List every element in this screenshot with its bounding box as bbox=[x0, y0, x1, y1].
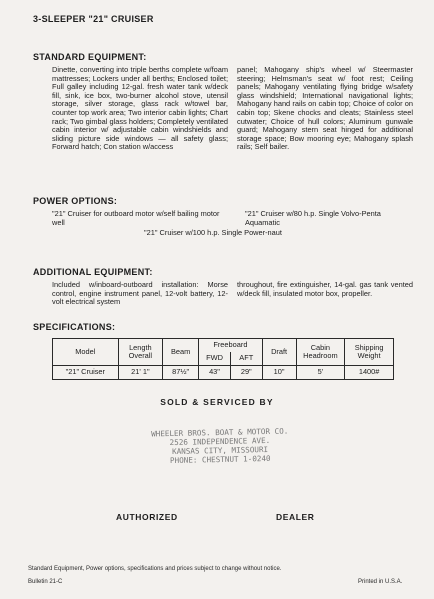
power-option-outboard: "21" Cruiser for outboard motor w/self bailing motor well bbox=[52, 209, 220, 227]
footer-bulletin: Bulletin 21-C bbox=[28, 579, 63, 585]
additional-equipment-text-left: Included w/inboard-outboard installation: Morse control, engine instrument panel, 12-volt battery, 12-volt electrical system bbox=[52, 280, 228, 307]
spec-header-model: Model bbox=[53, 339, 119, 366]
additional-equipment-text-right: throughout, fire extinguisher, 14-gal. gas tank vented w/deck fill, insulated motor box, propeller. bbox=[237, 280, 413, 298]
authorized-label: AUTHORIZED bbox=[116, 512, 178, 522]
dealer-stamp bbox=[140, 426, 301, 465]
stamp-line-address: 2526 INDEPENDENCE AVE. bbox=[169, 435, 271, 448]
spec-cell-length: 21' 1" bbox=[118, 365, 162, 379]
spec-cell-aft: 29" bbox=[230, 365, 262, 379]
spec-header-length: Length Overall bbox=[118, 339, 162, 366]
standard-equipment-text-right: panel; Mahogany ship's wheel w/ Steermaster steering; Helmsman's seat w/ foot rest; Ceiling panels; Mahogany ventilating flying bridge w/safety glass windshield; International navigational lights; Mahogany hand rails on cabin top; Choice of color on cabin top; Skene chocks and cleats; Stainless steel cutwater; Choice of hull colors; Aluminum gunwale guard; Mahogany stern seat hinged for additional storage space; Bow mooring eye; Mahogany splash rails; Self bailer. bbox=[237, 65, 413, 152]
spec-header-row bbox=[53, 339, 394, 352]
spec-cell-draft: 10" bbox=[262, 365, 296, 379]
standard-equipment-heading: STANDARD EQUIPMENT: bbox=[33, 52, 147, 62]
spec-header-freeboard: Freeboard bbox=[199, 339, 263, 352]
footer-printed: Printed in U.S.A. bbox=[358, 579, 403, 585]
power-option-volvo: "21" Cruiser w/80 h.p. Single Volvo-Penta Aquamatic bbox=[245, 209, 381, 227]
stamp-line-company: WHEELER BROS. BOAT & MOTOR CO. bbox=[151, 426, 289, 439]
standard-equipment-text-left: Dinette, converting into triple berths complete w/foam mattresses; Lockers under all berths; Enclosed toilet; Full galley including 12-gal. fresh water tank w/deck fill, sink, ice box, two-burner alcohol stove, utensil storage, silver storage, glass rack w/towel bar, counter top work area; Two interior cabin lights; Chart rack; Two gimbal glass holders; Completely ventilated cabin interior w/ adjustable cabin windshields and sliding picture side windows — all safety glass; Forward hatch; Con station w/access bbox=[52, 65, 228, 152]
dealer-label: DEALER bbox=[276, 512, 315, 522]
spec-header-draft: Draft bbox=[262, 339, 296, 366]
page-title: 3-SLEEPER "21" CRUISER bbox=[33, 14, 154, 24]
spec-cell-model: "21" Cruiser bbox=[53, 365, 119, 379]
spec-cell-fwd: 43" bbox=[199, 365, 231, 379]
stamp-line-phone: PHONE: CHESTNUT 1-0240 bbox=[169, 453, 271, 466]
specifications-heading: SPECIFICATIONS: bbox=[33, 322, 116, 332]
additional-equipment-heading: ADDITIONAL EQUIPMENT: bbox=[33, 267, 153, 277]
spec-cell-shipping-weight: 1400# bbox=[345, 365, 394, 379]
footer-note: Standard Equipment, Power options, specifications and prices subject to change without notice. bbox=[28, 566, 282, 572]
spec-header-fwd: FWD bbox=[199, 352, 231, 365]
power-option-powernaut: "21" Cruiser w/100 h.p. Single Power-naut bbox=[144, 228, 282, 237]
power-options-heading: POWER OPTIONS: bbox=[33, 196, 118, 206]
table-row bbox=[53, 365, 394, 379]
spec-cell-cabin-headroom: 5' bbox=[296, 365, 345, 379]
spec-header-cabin-headroom: Cabin Headroom bbox=[296, 339, 345, 366]
spec-header-shipping-weight: Shipping Weight bbox=[345, 339, 394, 366]
sold-serviced-heading: SOLD & SERVICED BY bbox=[160, 397, 274, 407]
stamp-line-city: KANSAS CITY, MISSOURI bbox=[171, 444, 269, 457]
spec-header-aft: AFT bbox=[230, 352, 262, 365]
spec-header-beam: Beam bbox=[163, 339, 199, 366]
spec-cell-beam: 87½" bbox=[163, 365, 199, 379]
specifications-table bbox=[52, 338, 394, 380]
